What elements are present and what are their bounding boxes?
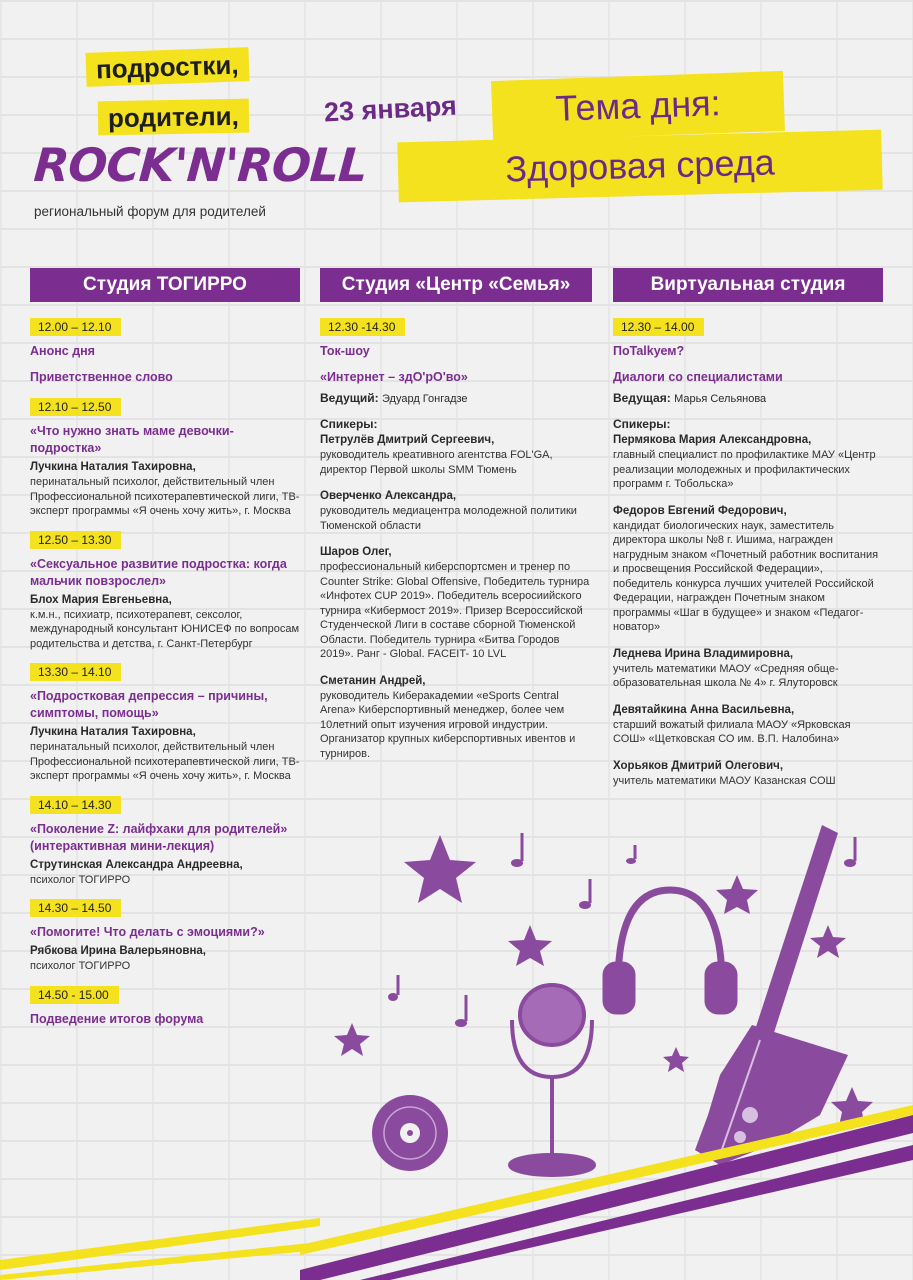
- vinyl-record-icon: [372, 1095, 448, 1171]
- program-title: Подведение итогов форума: [30, 1011, 204, 1026]
- speaker-desc: учитель математики МАОУ Казанская СОШ: [613, 774, 836, 787]
- program-title: «Подростковая депрессия – причины, симптомы, помощь»: [30, 689, 268, 720]
- speaker-desc: руководитель Киберакадемии «eSports Central Arena» Киберспортивный менеджер, более чем 10летний опыт изучения игровой индустрии. Организатор крупных киберспортивных ивентов и турниров.: [320, 689, 576, 760]
- forum-subtitle: региональный форум для родителей: [34, 204, 266, 219]
- speaker-name: Петрулёв Дмитрий Сергеевич,: [320, 434, 495, 446]
- host: [613, 390, 883, 407]
- speaker-desc: перинатальный психолог, действительный член Профессиональной психотерапевтической лиги, ТВ-эксперт программы «Я очень хочу жить», г. Москва: [30, 476, 300, 517]
- time-slot: 14.10 – 14.30: [30, 796, 121, 814]
- speaker: [613, 647, 883, 691]
- program-title: Приветственное слово: [30, 370, 173, 384]
- time-slot: 12.10 – 12.50: [30, 398, 121, 416]
- music-illustration: [300, 815, 913, 1280]
- speaker-name: Лучкина Наталия Тахировна,: [30, 461, 196, 473]
- speaker-desc: кандидат биологических наук, заместитель директора школы №8 г. Ишима, награжден нагрудным знаком «Почетный работник воспитания и просвещения Российской Федерации», победитель конкурса лучших учителей Российской Федерации, награжден Почетным знаком программы «Шаг в будущее» и знаком «Педагог-новатор»: [613, 519, 879, 633]
- speaker-desc: главный специалист по профилактике МАУ «Центр реализации молодежных и профилактических программ г. Тобольска»: [613, 449, 876, 490]
- column-togirro: [30, 268, 300, 1040]
- program-item: [30, 531, 300, 652]
- host-name: Марья Сельянова: [674, 393, 767, 405]
- logo-rocknroll: ROCK'N'ROLL: [32, 138, 369, 192]
- time-slot: 14.50 - 15.00: [30, 986, 119, 1004]
- host-label: Ведущая:: [613, 391, 671, 405]
- star-icon: [334, 1023, 370, 1056]
- speaker: [613, 504, 883, 635]
- time-slot: 13.30 – 14.10: [30, 663, 121, 681]
- star-icon: [508, 925, 552, 966]
- speakers-label: Спикеры:: [320, 417, 378, 431]
- host: [320, 390, 592, 407]
- headphones-icon: [606, 890, 734, 1011]
- speaker-desc: перинатальный психолог, действительный член Профессиональной психотерапевтической лиги, ТВ-эксперт программы «Я очень хочу жить», г. Москва: [30, 741, 300, 782]
- speaker-name: Струтинская Александра Андреевна,: [30, 858, 243, 871]
- speaker: [320, 489, 592, 533]
- program-title: Диалоги со специалистами: [613, 370, 783, 384]
- speaker: [320, 674, 592, 762]
- time-slot: 12.30 -14.30: [320, 318, 405, 336]
- speaker-name: Оверченко Александра,: [320, 490, 457, 502]
- microphone-icon: [510, 985, 594, 1175]
- speaker: [320, 545, 592, 662]
- star-icon: [810, 925, 846, 958]
- theme-label: Тема дня:: [491, 71, 785, 141]
- speaker-name: Девятайкина Анна Васильевна,: [613, 703, 795, 716]
- program-item: [30, 318, 300, 386]
- program-item: [30, 796, 300, 888]
- speaker: [613, 433, 883, 492]
- logo-line-1: подростки,: [85, 47, 249, 87]
- program-item: [30, 398, 300, 519]
- speaker-name: Хорьяков Дмитрий Олегович,: [613, 759, 784, 772]
- speaker-desc: руководитель медиацентра молодежной политики Тюменской области: [320, 505, 577, 532]
- program-title: Ток-шоу: [320, 344, 370, 358]
- speaker-name: Федоров Евгений Федорович,: [613, 504, 787, 517]
- program-item: [30, 986, 300, 1028]
- speaker-name: Пермякова Мария Александровна,: [613, 434, 812, 446]
- speaker-name: Леднева Ирина Владимировна,: [613, 647, 794, 660]
- theme-value: Здоровая среда: [397, 130, 882, 203]
- speaker-name: Сметанин Андрей,: [320, 674, 426, 687]
- star-icon: [404, 835, 476, 903]
- bottom-stripes: [0, 1200, 320, 1280]
- time-slot: 14.30 – 14.50: [30, 899, 121, 917]
- program-title: «Поколение Z: лайфхаки для родителей» (интерактивная мини-лекция): [30, 821, 288, 853]
- host-name: Эдуард Гонгадзе: [382, 393, 468, 405]
- speaker-name: Блох Мария Евгеньевна,: [30, 593, 172, 606]
- speaker-desc: психолог ТОГИРРО: [30, 960, 131, 972]
- program-title: Анонс дня: [30, 344, 95, 358]
- speaker-desc: учитель математики МАОУ «Средняя обще-образовательная школа № 4» г. Ялуторовск: [613, 662, 839, 689]
- event-date: 23 января: [323, 90, 458, 128]
- logo-line-2: родители,: [98, 99, 249, 136]
- speaker: [613, 703, 883, 747]
- speaker: [320, 433, 592, 477]
- column-virtual-studio: [613, 268, 883, 800]
- speaker-desc: к.м.н., психиатр, психотерапевт, сексолог, международный консультант ЮНИСЕФ по вопросам родительства и детства, г. Санкт-Петербург: [30, 608, 300, 650]
- speaker-desc: психолог ТОГИРРО: [30, 873, 131, 886]
- speaker-desc: старший вожатый филиала МАОУ «Ярковская СОШ» «Щетковская СО им. В.П. Налобина»: [613, 718, 851, 745]
- speaker-desc: руководитель креативного агентства FOL'GA, директор Первой школы SMM Тюмень: [320, 449, 553, 476]
- host-label: Ведущий:: [320, 391, 379, 405]
- column-title: Студия ТОГИРРО: [30, 268, 300, 302]
- speaker-name: Шаров Олег,: [320, 546, 392, 558]
- speaker-name: Рябкова Ирина Валерьяновна,: [30, 945, 206, 957]
- program-title: «Сексуальное развитие подростка: когда мальчик повзрослел»: [30, 556, 287, 588]
- program-title: «Помогите! Что делать с эмоциями?»: [30, 925, 265, 939]
- speaker-name: Лучкина Наталия Тахировна,: [30, 726, 196, 738]
- column-title: Виртуальная студия: [613, 268, 883, 302]
- program-title: ПоTalkуем?: [613, 344, 685, 358]
- speakers-label: Спикеры:: [613, 417, 671, 431]
- star-icon: [716, 875, 758, 914]
- program-item: [30, 899, 300, 974]
- program-title: «Что нужно знать маме девочки-подростка»: [30, 424, 234, 455]
- time-slot: 12.50 – 13.30: [30, 531, 121, 549]
- time-slot: 12.30 – 14.00: [613, 318, 704, 336]
- speaker: [613, 759, 883, 789]
- column-title: Студия «Центр «Семья»: [320, 268, 592, 302]
- program-title: «Интернет – здО'рО'во»: [320, 370, 468, 384]
- speaker-desc: профессиональный киберспортсмен и тренер по Counter Strike: Global Offensive, Победитель турнира «Инфотех CUP 2019». Победитель всеросиийского турнира «Кибермост 2019». Призер Всероссийской Студенческой Лиги в составе сборной Тюменской Области. Победитель турнира «Битва Городов 2019». Ранг - Global. FACEIT- 10 LVL: [320, 561, 590, 660]
- column-center-family: [320, 268, 592, 773]
- program-item: [30, 663, 300, 784]
- star-icon: [663, 1047, 689, 1072]
- time-slot: 12.00 – 12.10: [30, 318, 121, 336]
